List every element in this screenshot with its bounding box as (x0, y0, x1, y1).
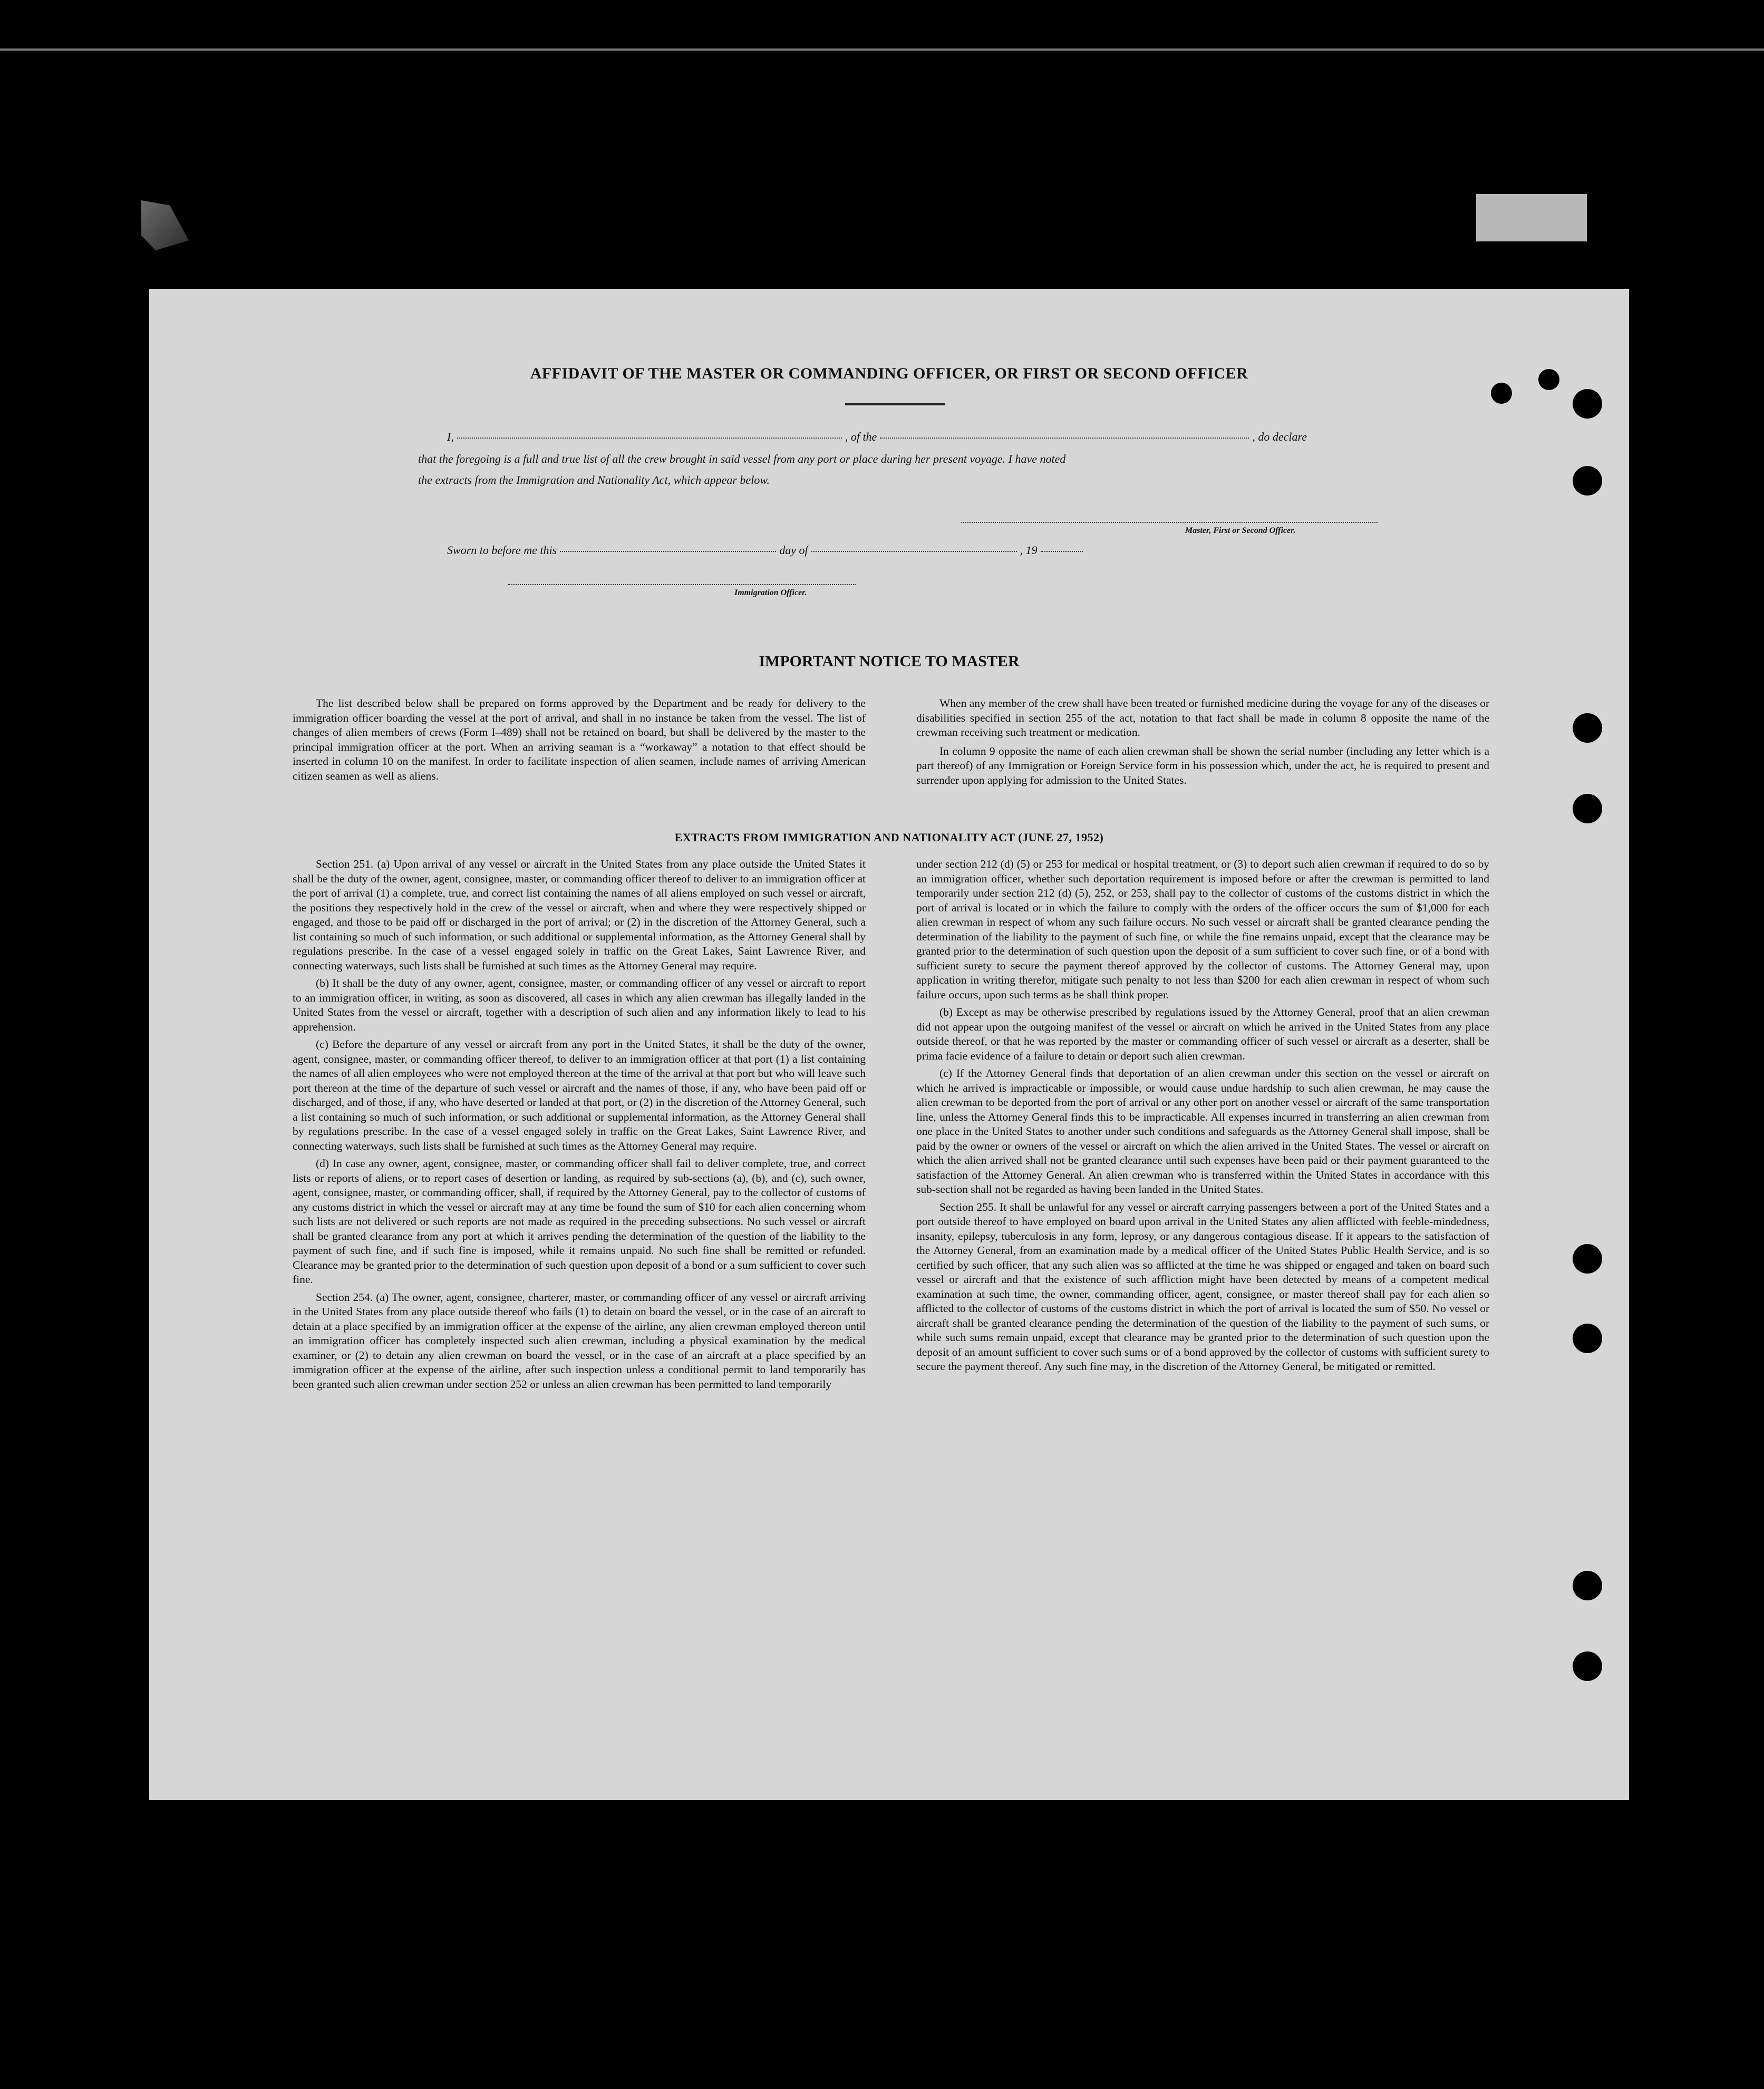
declaration-line-1 (447, 430, 1307, 444)
punch-hole (1491, 383, 1512, 404)
sworn-line (447, 543, 1086, 557)
name-field[interactable] (457, 438, 842, 439)
notice-paragraph: In column 9 opposite the name of each alien crewman shall be shown the serial number (including any letter which is a part thereof) of any Immigration or Foreign Service form in his possession which, under the act, he is required to present and surrender upon applying for admission to the United States. (916, 744, 1489, 786)
punch-hole (1573, 1571, 1602, 1600)
notice-paragraph: When any member of the crew shall have been treated or furnished medicine during the voyage for any of the diseases or disabilities specified in section 255 of the act, notation to that fact shall be made in column 8 opposite the name of the crewman receiving such treatment or medication. (916, 697, 1489, 739)
extracts-title: EXTRACTS FROM IMMIGRATION AND NATIONALITY ACT (JUNE 27, 1952) (674, 831, 1104, 844)
section-paragraph: (d) In case any owner, agent, consignee, master, or commanding officer shall fail to deliver complete, true, and correct lists or reports of aliens, or to report cases of desertion or landing, as required by sub-sections (a), (b), and (c), such owner, agent, consignee, master, or commanding officer, shall, if required by the Attorney General, pay to the collector of customs of any customs district in which the vessel or aircraft may at any time be found the sum of $10 for each alien concerning whom such lists are not delivered or such reports are not made as required in the preceding subsections. No such vessel or aircraft shall be granted clearance from any port at which it arrives pending the determination of the question of the liability to the payment of such fine, and if such fine is imposed, while it remains unpaid. No such fine shall be remitted or refunded. Clearance may be granted prior to the determination of such question upon deposit of a bond or a sum sufficient to cover such fine. (293, 1157, 866, 1286)
punch-hole (1573, 1324, 1602, 1353)
affidavit-title: AFFIDAVIT OF THE MASTER OR COMMANDING OFFICER, OR FIRST OR SECOND OFFICER (530, 365, 1248, 382)
punch-hole (1573, 713, 1602, 743)
section-paragraph: (b) Except as may be otherwise prescribed by regulations issued by the Attorney General, proof that an alien crewman did not appear upon the outgoing manifest of the vessel or aircraft on which he arrived in the United States from any place outside thereof, or that he was reported by the master or commanding officer of such vessel or aircraft as a deserter, shall be prima facie evidence of a failure to detain or deport such alien crewman. (916, 1006, 1489, 1062)
section-paragraph: under section 212 (d) (5) or 253 for medical or hospital treatment, or (3) to deport such alien crewman if required to do so by an immigration officer, whether such deportation requirement is imposed before or after the crewman is permitted to land temporarily under section 212 (d) (5), 252, or 253, shall pay to the collector of customs of the customs district in which the port of arrival is located or in which the failure to comply with the orders of the officer occurs the sum of $1,000 for each alien crewman in respect of whom any such failure occurs. No such vessel or aircraft shall be granted clearance pending the determination of the liability to the payment of such fine, or while the fine remains unpaid, except that the clearance may be granted prior to the determination of such question upon the deposit of a sum sufficient to cover such fine, or of a bond with sufficient surety to secure the payment thereof approved by the collector of customs. The Attorney General may, upon application in writing therefor, mitigate such penalty to not less than $200 for each alien crewman in respect of whom such failure occurs, upon such terms as he shall think proper. (916, 858, 1489, 1001)
notice-paragraph: The list described below shall be prepared on forms approved by the Department and be ready for delivery to the immigration officer boarding the vessel at the port of arrival, and shall in no instance be taken from the vessel. The list of changes of alien members of crews (Form I–489) shall not be retained on board, but shall be delivered by the master to the principal immigration officer at the port. When an arriving seaman is a “workaway” a notation to that effect should be inserted in column 10 on the manifest. In order to facilitate inspection of alien seamen, include names of arriving American citizen seamen as well as aliens. (293, 697, 866, 782)
do-declare-label: , do declare (1252, 430, 1307, 443)
sworn-day-field[interactable] (560, 551, 776, 552)
punch-hole (1573, 794, 1602, 823)
punch-hole (1573, 1244, 1602, 1274)
year-label: , 19 (1020, 543, 1038, 557)
punch-hole (1573, 389, 1602, 419)
master-signature-label: Master, First or Second Officer. (1185, 526, 1296, 535)
scan-edge-line (0, 48, 1764, 51)
notice-right-column (916, 696, 1489, 788)
section-paragraph: (c) Before the departure of any vessel or aircraft from any port in the United States, it shall be the duty of the owner, agent, consignee, master, or commanding officer thereof, to deliver to an immigration officer at that port (1) a list containing the names of all alien employees who were not employed thereon at the time of the arrival at that port but who will leave such port thereon at the time of the departure of such vessel or aircraft and the names of those, if any, who have been paid off or discharged, and of those, if any, who have deserted or landed at that port, or (2) in the discretion of the Attorney General, such a list containing so much of such information, or such additional or supplemental information, as the Attorney General shall by regulations prescribe. In the case of a vessel engaged solely in traffic on the Great Lakes, Saint Lawrence River, and connecting waterways, such lists shall be furnished at such times as the Attorney General may require. (293, 1038, 866, 1152)
punch-hole (1573, 1651, 1602, 1681)
declaration-line-2: that the foregoing is a full and true list of all the crew brought in said vessel from any port or place during her present voyage. I have noted (418, 452, 1066, 465)
vessel-field[interactable] (880, 438, 1249, 439)
master-signature-field[interactable] (961, 522, 1378, 523)
officer-signature-field[interactable] (508, 584, 856, 585)
declaration-line-3: the extracts from the Immigration and Nationality Act, which appear below. (418, 473, 770, 487)
notice-title: IMPORTANT NOTICE TO MASTER (759, 653, 1020, 670)
section-paragraph: (c) If the Attorney General finds that deportation of an alien crewman under this section on the vessel or aircraft on which he arrived is impracticable or impossible, or would cause undue hardship to such alien crewman, he may cause the alien crewman to be deported from the port of arrival or any other port on another vessel or aircraft of the same transportation line, unless the Attorney General finds this to be impracticable. All expenses incurred in transferring an alien crewman from one place in the United States to another under such conditions and safeguards as the Attorney General shall impose, shall be paid by the owner or owners of the vessel or aircraft on which the alien arrived in the United States. The vessel or aircraft on which the alien arrived shall not be granted clearance until such expenses have been paid or their payment guaranteed to the satisfaction of the Attorney General. An alien crewman who is transferred within the United States in accordance with this sub-section shall not be regarded as having been landed in the United States. (916, 1067, 1489, 1196)
section-paragraph: Section 254. (a) The owner, agent, consignee, charterer, master, or commanding officer of any vessel or aircraft arriving in the United States from any place outside thereof who fails (1) to detain on board the vessel, or in the case of an aircraft to detain at a place specified by an immigration officer at the expense of the airline, any alien crewman employed thereon until an immigration officer has completely inspected such alien crewman, including a physical examination by the medical examiner, or (2) to detain any alien crewman on board the vessel, or in the case of an aircraft at a place specified by an immigration officer at the expense of the airline, after such inspection unless a conditional permit to land temporarily has been granted such alien crewman under section 252 or unless an alien crewman has been permitted to land temporarily (293, 1290, 866, 1391)
section-paragraph: Section 251. (a) Upon arrival of any vessel or aircraft in the United States from any place outside the United States it shall be the duty of the owner, agent, consignee, master, or commanding officer thereof to deliver to an immigration officer at the port of arrival (1) a complete, true, and correct list containing the names of all aliens employed on such vessel or aircraft, the positions they respectively hold in the crew of the vessel or aircraft, when and where they were respectively shipped or engaged, and those to be paid off or discharged in the port of arrival; or (2) in the discretion of the Attorney General, such a list containing so much of such information, or such additional or supplemental information, as the Attorney General shall by regulations prescribe. In the case of a vessel engaged solely in traffic on the Great Lakes, Saint Lawrence River, and connecting waterways, such lists shall be furnished at such times as the Attorney General may require. (293, 858, 866, 972)
form-page (149, 289, 1629, 1800)
day-of-label: day of (779, 543, 808, 557)
officer-signature-label: Immigration Officer. (734, 588, 807, 597)
title-divider (845, 403, 945, 405)
sworn-label: Sworn to before me this (447, 543, 557, 557)
extracts-right-column (916, 857, 1489, 1374)
sworn-month-field[interactable] (811, 551, 1017, 552)
extracts-left-column (293, 857, 866, 1392)
of-the-label: , of the (845, 430, 877, 443)
section-paragraph: (b) It shall be the duty of any owner, agent, consignee, master, or commanding officer of any vessel or aircraft to report to an immigration officer, in writing, as soon as discovered, all cases in which any alien crewman has illegally landed in the United States from the vessel or aircraft, together with a description of such alien and any information likely to lead to his apprehension. (293, 977, 866, 1033)
scan-paper-tag (1476, 194, 1587, 241)
scan-debris (141, 200, 189, 250)
sworn-year-field[interactable] (1041, 551, 1083, 552)
section-paragraph: Section 255. It shall be unlawful for any vessel or aircraft carrying passengers between a port of the United States and a port outside thereof to have employed on board upon arrival in the United States any alien afflicted with feeble-mindedness, insanity, epilepsy, tuberculosis in any form, leprosy, or any dangerous contagious disease. If it appears to the satisfaction of the Attorney General, from an examination made by a medical officer of the United States Public Health Service, and is so certified by such officer, that any such alien was so afflicted at the time he was shipped or engaged and taken on board such vessel or aircraft and that the existence of such affliction might have been detected by means of a competent medical examination at such time, the owner, commanding officer, agent, consignee, or master thereof shall pay for each alien so afflicted to the collector of customs of the customs district in which the port of arrival is located the sum of $50. No vessel or aircraft shall be granted clearance pending the determination of the question of the liability to the payment of such sums, or while such sums remain unpaid, except that clearance may be granted prior to the determination of such question upon the deposit of an amount sufficient to cover such sums or of a bond approved by the collector of customs with sufficient surety to secure the payment thereof. Any such fine may, in the discretion of the Attorney General, be mitigated or remitted. (916, 1200, 1489, 1373)
notice-left-column (293, 696, 866, 783)
punch-hole (1573, 466, 1602, 495)
i-label: I, (447, 430, 454, 443)
